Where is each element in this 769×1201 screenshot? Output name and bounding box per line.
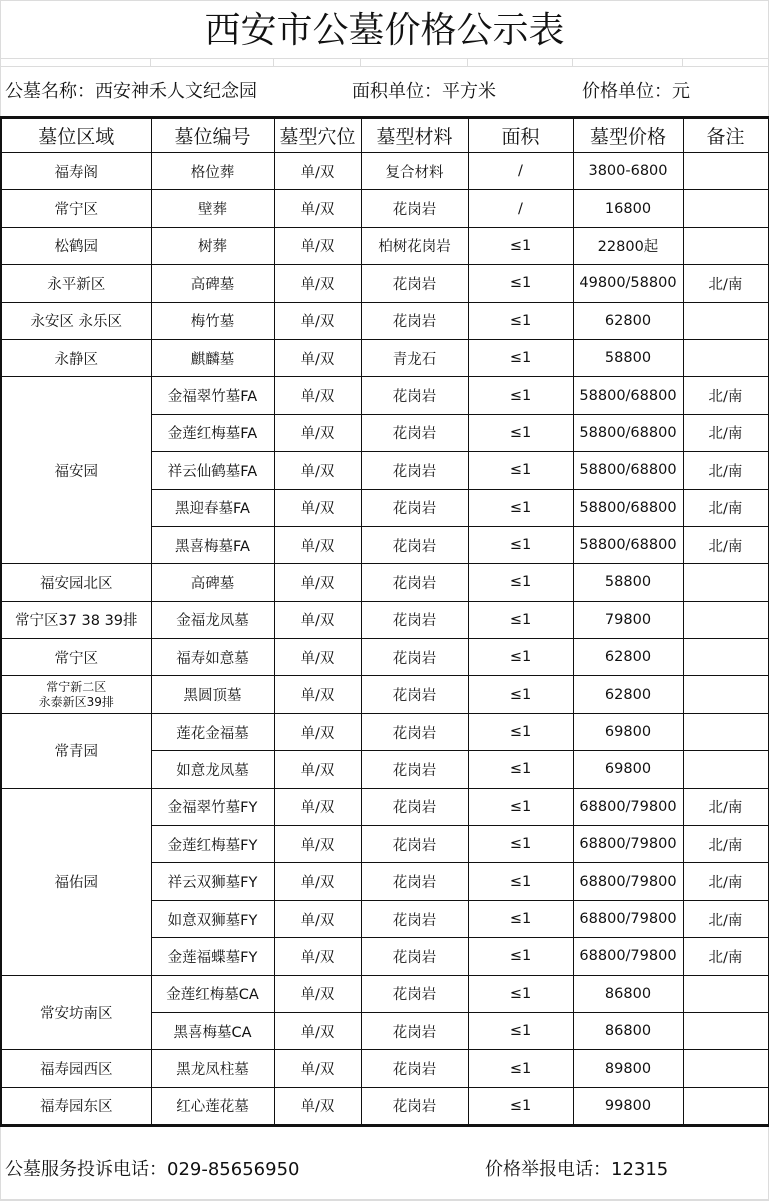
cell-size: ≤1 bbox=[468, 377, 573, 414]
complaint-phone: 公墓服务投诉电话：029-85656950 bbox=[5, 1159, 300, 1180]
cell-slot: 单/双 bbox=[274, 452, 361, 489]
cell-area: 福安园北区 bbox=[1, 564, 151, 601]
cell-slot: 单/双 bbox=[274, 713, 361, 750]
cell-area: 福寿阁 bbox=[1, 153, 151, 190]
cell-slot: 单/双 bbox=[274, 938, 361, 975]
header-price: 墓型价格 bbox=[573, 118, 683, 153]
cell-size: ≤1 bbox=[468, 639, 573, 676]
cell-material: 花岗岩 bbox=[361, 564, 468, 601]
cell-material: 花岗岩 bbox=[361, 713, 468, 750]
cell-material: 花岗岩 bbox=[361, 900, 468, 937]
cell-note bbox=[683, 302, 769, 339]
cell-size: ≤1 bbox=[468, 676, 573, 713]
cell-note: 北/南 bbox=[683, 489, 769, 526]
header-area: 墓位区域 bbox=[1, 118, 151, 153]
cell-slot: 单/双 bbox=[274, 1012, 361, 1049]
cell-price: 86800 bbox=[573, 1012, 683, 1049]
cell-code: 格位葬 bbox=[151, 153, 274, 190]
cell-material: 花岗岩 bbox=[361, 302, 468, 339]
header-material: 墓型材料 bbox=[361, 118, 468, 153]
cell-size: ≤1 bbox=[468, 1050, 573, 1087]
table-row bbox=[1, 153, 769, 190]
cell-code: 莲花金福墓 bbox=[151, 713, 274, 750]
cell-price: 58800/68800 bbox=[573, 452, 683, 489]
gridline bbox=[467, 58, 468, 66]
cell-price: 58800/68800 bbox=[573, 414, 683, 451]
cell-note bbox=[683, 751, 769, 788]
cell-slot: 单/双 bbox=[274, 265, 361, 302]
cell-price: 58800 bbox=[573, 564, 683, 601]
cell-slot: 单/双 bbox=[274, 1087, 361, 1125]
table-row bbox=[1, 377, 769, 414]
cell-area: 福寿园西区 bbox=[1, 1050, 151, 1087]
cell-note bbox=[683, 1050, 769, 1087]
cell-price: 58800/68800 bbox=[573, 377, 683, 414]
cell-code: 梅竹墓 bbox=[151, 302, 274, 339]
cell-slot: 单/双 bbox=[274, 526, 361, 563]
cell-area-line: 常宁新二区 bbox=[46, 679, 107, 694]
cell-slot: 单/双 bbox=[274, 1050, 361, 1087]
cemetery-name: 公墓名称：西安神禾人文纪念园 bbox=[5, 81, 257, 102]
cell-note bbox=[683, 639, 769, 676]
table-row bbox=[1, 788, 769, 825]
cell-note bbox=[683, 601, 769, 638]
header-size: 面积 bbox=[468, 118, 573, 153]
table-row bbox=[1, 713, 769, 750]
cell-material: 花岗岩 bbox=[361, 377, 468, 414]
gridline bbox=[360, 58, 361, 66]
cell-slot: 单/双 bbox=[274, 639, 361, 676]
cell-price: 99800 bbox=[573, 1087, 683, 1125]
cell-note bbox=[683, 153, 769, 190]
cell-area: 常宁区 bbox=[1, 639, 151, 676]
cell-note: 北/南 bbox=[683, 452, 769, 489]
cell-area: 永安区 永乐区 bbox=[1, 302, 151, 339]
cell-slot: 单/双 bbox=[274, 489, 361, 526]
table-row bbox=[1, 601, 769, 638]
cell-area: 常宁区 bbox=[1, 190, 151, 227]
area-unit: 面积单位：平方米 bbox=[352, 81, 496, 102]
cell-material: 花岗岩 bbox=[361, 601, 468, 638]
cell-area: 常青园 bbox=[1, 713, 151, 788]
cell-price: 22800起 bbox=[573, 227, 683, 264]
cell-price: 58800 bbox=[573, 339, 683, 376]
cell-price: 69800 bbox=[573, 751, 683, 788]
cell-code: 高碑墓 bbox=[151, 265, 274, 302]
table-row bbox=[1, 975, 769, 1012]
cell-price: 86800 bbox=[573, 975, 683, 1012]
cell-price: 68800/79800 bbox=[573, 788, 683, 825]
cell-material: 花岗岩 bbox=[361, 1012, 468, 1049]
cell-size: ≤1 bbox=[468, 414, 573, 451]
cell-size: ≤1 bbox=[468, 452, 573, 489]
cell-note bbox=[683, 190, 769, 227]
price-unit: 价格单位：元 bbox=[582, 81, 690, 102]
cell-code: 黑喜梅墓FA bbox=[151, 526, 274, 563]
cell-size: ≤1 bbox=[468, 489, 573, 526]
cell-slot: 单/双 bbox=[274, 975, 361, 1012]
cell-code: 黑迎春墓FA bbox=[151, 489, 274, 526]
cell-note bbox=[683, 1012, 769, 1049]
cell-note bbox=[683, 713, 769, 750]
cell-size: ≤1 bbox=[468, 900, 573, 937]
cell-size: ≤1 bbox=[468, 227, 573, 264]
cell-material: 花岗岩 bbox=[361, 826, 468, 863]
cell-note: 北/南 bbox=[683, 526, 769, 563]
cell-size: ≤1 bbox=[468, 788, 573, 825]
table-row bbox=[1, 1050, 769, 1087]
header-code: 墓位编号 bbox=[151, 118, 274, 153]
cell-material: 花岗岩 bbox=[361, 414, 468, 451]
cell-slot: 单/双 bbox=[274, 863, 361, 900]
cell-code: 如意双狮墓FY bbox=[151, 900, 274, 937]
cell-slot: 单/双 bbox=[274, 302, 361, 339]
cell-size: ≤1 bbox=[468, 938, 573, 975]
cell-price: 3800-6800 bbox=[573, 153, 683, 190]
cell-slot: 单/双 bbox=[274, 826, 361, 863]
cell-price: 58800/68800 bbox=[573, 489, 683, 526]
table-row bbox=[1, 302, 769, 339]
cell-note bbox=[683, 339, 769, 376]
cell-code: 福寿如意墓 bbox=[151, 639, 274, 676]
cell-price: 68800/79800 bbox=[573, 826, 683, 863]
cell-price: 62800 bbox=[573, 302, 683, 339]
cell-size: ≤1 bbox=[468, 265, 573, 302]
cell-size: ≤1 bbox=[468, 826, 573, 863]
cell-price: 79800 bbox=[573, 601, 683, 638]
cell-area: 永平新区 bbox=[1, 265, 151, 302]
cell-price: 49800/58800 bbox=[573, 265, 683, 302]
cell-material: 花岗岩 bbox=[361, 938, 468, 975]
cell-slot: 单/双 bbox=[274, 788, 361, 825]
cell-area: 福佑园 bbox=[1, 788, 151, 975]
cell-slot: 单/双 bbox=[274, 601, 361, 638]
cell-area: 常宁区37 38 39排 bbox=[1, 601, 151, 638]
cell-material: 花岗岩 bbox=[361, 863, 468, 900]
cell-code: 高碑墓 bbox=[151, 564, 274, 601]
cell-size: ≤1 bbox=[468, 564, 573, 601]
cell-area: 松鹤园 bbox=[1, 227, 151, 264]
cell-code: 如意龙凤墓 bbox=[151, 751, 274, 788]
cell-price: 68800/79800 bbox=[573, 938, 683, 975]
gridline bbox=[682, 58, 683, 66]
cell-material: 花岗岩 bbox=[361, 788, 468, 825]
cell-note: 北/南 bbox=[683, 377, 769, 414]
cell-note bbox=[683, 1087, 769, 1125]
cell-note: 北/南 bbox=[683, 265, 769, 302]
cell-code: 黑龙凤柱墓 bbox=[151, 1050, 274, 1087]
cell-code: 金莲红梅墓FY bbox=[151, 826, 274, 863]
cell-code: 金福龙凤墓 bbox=[151, 601, 274, 638]
cell-code: 祥云仙鹤墓FA bbox=[151, 452, 274, 489]
cell-price: 62800 bbox=[573, 676, 683, 713]
cell-material: 花岗岩 bbox=[361, 1050, 468, 1087]
cell-code: 金福翠竹墓FY bbox=[151, 788, 274, 825]
table-row bbox=[1, 227, 769, 264]
cell-price: 16800 bbox=[573, 190, 683, 227]
gridline bbox=[0, 58, 769, 59]
cell-slot: 单/双 bbox=[274, 227, 361, 264]
cell-size: ≤1 bbox=[468, 863, 573, 900]
cell-note: 北/南 bbox=[683, 414, 769, 451]
price-table bbox=[0, 116, 769, 1127]
table-body bbox=[1, 153, 769, 1126]
cell-material: 花岗岩 bbox=[361, 265, 468, 302]
cell-material: 花岗岩 bbox=[361, 975, 468, 1012]
cell-code: 黑喜梅墓CA bbox=[151, 1012, 274, 1049]
gridline bbox=[273, 58, 274, 66]
gridline bbox=[572, 58, 573, 66]
cell-code: 红心莲花墓 bbox=[151, 1087, 274, 1125]
cell-price: 58800/68800 bbox=[573, 526, 683, 563]
price-report-phone: 价格举报电话：12315 bbox=[485, 1159, 669, 1180]
cell-size: ≤1 bbox=[468, 1087, 573, 1125]
cell-code: 麒麟墓 bbox=[151, 339, 274, 376]
cell-note: 北/南 bbox=[683, 900, 769, 937]
cell-size: ≤1 bbox=[468, 601, 573, 638]
cell-material: 花岗岩 bbox=[361, 489, 468, 526]
cell-note bbox=[683, 227, 769, 264]
cell-note: 北/南 bbox=[683, 938, 769, 975]
cell-material: 青龙石 bbox=[361, 339, 468, 376]
cell-size: ≤1 bbox=[468, 975, 573, 1012]
cell-note bbox=[683, 975, 769, 1012]
cell-size: ≤1 bbox=[468, 713, 573, 750]
cell-code: 金莲红梅墓FA bbox=[151, 414, 274, 451]
table-header-row bbox=[1, 118, 769, 153]
cell-slot: 单/双 bbox=[274, 751, 361, 788]
cell-code: 黑圆顶墓 bbox=[151, 676, 274, 713]
cell-area: 福安园 bbox=[1, 377, 151, 564]
cell-slot: 单/双 bbox=[274, 339, 361, 376]
cell-size: / bbox=[468, 153, 573, 190]
cell-size: ≤1 bbox=[468, 1012, 573, 1049]
cell-note: 北/南 bbox=[683, 863, 769, 900]
cell-price: 68800/79800 bbox=[573, 863, 683, 900]
cell-area-line: 永泰新区39排 bbox=[38, 694, 114, 709]
table-row bbox=[1, 265, 769, 302]
cell-area bbox=[1, 676, 151, 713]
cell-material: 花岗岩 bbox=[361, 639, 468, 676]
cell-code: 树葬 bbox=[151, 227, 274, 264]
cell-material: 花岗岩 bbox=[361, 676, 468, 713]
cell-size: ≤1 bbox=[468, 339, 573, 376]
table-row bbox=[1, 676, 769, 713]
cell-area: 常安坊南区 bbox=[1, 975, 151, 1050]
header-note: 备注 bbox=[683, 118, 769, 153]
table-row bbox=[1, 564, 769, 601]
cell-note: 北/南 bbox=[683, 826, 769, 863]
table-row bbox=[1, 639, 769, 676]
cell-material: 花岗岩 bbox=[361, 452, 468, 489]
cell-slot: 单/双 bbox=[274, 676, 361, 713]
cell-note: 北/南 bbox=[683, 788, 769, 825]
cell-size: ≤1 bbox=[468, 302, 573, 339]
cell-area: 福寿园东区 bbox=[1, 1087, 151, 1125]
cell-size: ≤1 bbox=[468, 751, 573, 788]
cell-code: 壁葬 bbox=[151, 190, 274, 227]
gridline bbox=[150, 58, 151, 66]
cell-code: 金福翠竹墓FA bbox=[151, 377, 274, 414]
cell-slot: 单/双 bbox=[274, 900, 361, 937]
cell-slot: 单/双 bbox=[274, 564, 361, 601]
cell-area: 永静区 bbox=[1, 339, 151, 376]
table-row bbox=[1, 190, 769, 227]
cell-slot: 单/双 bbox=[274, 414, 361, 451]
cell-material: 花岗岩 bbox=[361, 1087, 468, 1125]
table-row bbox=[1, 339, 769, 376]
page-title: 西安市公墓价格公示表 bbox=[204, 10, 565, 51]
cell-size: / bbox=[468, 190, 573, 227]
cell-note bbox=[683, 564, 769, 601]
cell-material: 花岗岩 bbox=[361, 526, 468, 563]
cell-size: ≤1 bbox=[468, 526, 573, 563]
cell-material: 复合材料 bbox=[361, 153, 468, 190]
cell-material: 柏树花岗岩 bbox=[361, 227, 468, 264]
table-row bbox=[1, 1087, 769, 1125]
cell-price: 62800 bbox=[573, 639, 683, 676]
cell-slot: 单/双 bbox=[274, 190, 361, 227]
cell-code: 金莲福蝶墓FY bbox=[151, 938, 274, 975]
header-slot: 墓型穴位 bbox=[274, 118, 361, 153]
cell-material: 花岗岩 bbox=[361, 751, 468, 788]
cell-code: 祥云双狮墓FY bbox=[151, 863, 274, 900]
cell-note bbox=[683, 676, 769, 713]
cell-price: 69800 bbox=[573, 713, 683, 750]
cell-code: 金莲红梅墓CA bbox=[151, 975, 274, 1012]
cell-price: 68800/79800 bbox=[573, 900, 683, 937]
cell-material: 花岗岩 bbox=[361, 190, 468, 227]
cell-price: 89800 bbox=[573, 1050, 683, 1087]
cell-slot: 单/双 bbox=[274, 377, 361, 414]
cell-slot: 单/双 bbox=[274, 153, 361, 190]
